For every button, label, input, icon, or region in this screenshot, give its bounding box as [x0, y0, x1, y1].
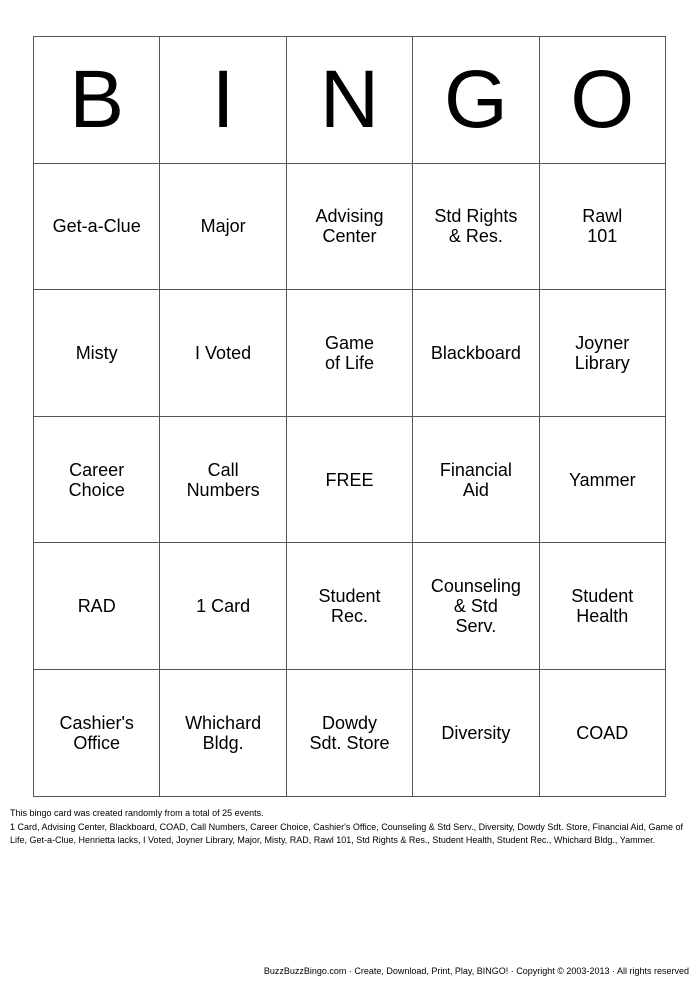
bingo-cell: Blackboard [413, 290, 539, 417]
bingo-header-row [34, 37, 666, 164]
bingo-cell: Advising Center [286, 163, 412, 290]
bingo-cell: Student Health [539, 543, 665, 670]
bingo-cell: Financial Aid [413, 416, 539, 543]
bingo-cell: COAD [539, 669, 665, 796]
bingo-cell: Diversity [413, 669, 539, 796]
bingo-cell: Rawl 101 [539, 163, 665, 290]
bingo-cell: Dowdy Sdt. Store [286, 669, 412, 796]
bingo-row [34, 163, 666, 290]
free-space-cell: FREE [286, 416, 412, 543]
card-info [10, 807, 690, 848]
bingo-cell: Student Rec. [286, 543, 412, 670]
bingo-cell: Game of Life [286, 290, 412, 417]
bingo-cell: 1 Card [160, 543, 286, 670]
header-letter-g: G [413, 37, 539, 164]
bingo-cell: Misty [34, 290, 160, 417]
bingo-row [34, 290, 666, 417]
bingo-cell: I Voted [160, 290, 286, 417]
header-letter-b: B [34, 37, 160, 164]
header-letter-o: O [539, 37, 665, 164]
card-info-events-list: 1 Card, Advising Center, Blackboard, COAD, Call Numbers, Career Choice, Cashier's Office, Counseling & Std Serv., Diversity, Dowdy Sdt. Store, Financial Aid, Game of Life, Get-a-Clue, Henrietta lacks, I Voted, Joyner Library, Major, Misty, RAD, Rawl 101, Std Rights & Res., Student Health, Student Rec., Whichard Bldg., Yammer. [10, 821, 683, 845]
page-footer: BuzzBuzzBingo.com · Create, Download, Print, Play, BINGO! · Copyright © 2003-2013 · All rights reserved [263, 966, 689, 976]
bingo-row [34, 669, 666, 796]
bingo-cell: Yammer [539, 416, 665, 543]
header-letter-n: N [286, 37, 412, 164]
bingo-row [34, 543, 666, 670]
bingo-cell: RAD [34, 543, 160, 670]
bingo-row [34, 416, 666, 543]
bingo-cell: Counseling & Std Serv. [413, 543, 539, 670]
bingo-cell: Whichard Bldg. [160, 669, 286, 796]
bingo-card [33, 36, 666, 797]
bingo-cell: Std Rights & Res. [413, 163, 539, 290]
header-letter-i: I [160, 37, 286, 164]
bingo-cell: Career Choice [34, 416, 160, 543]
bingo-cell: Cashier's Office [34, 669, 160, 796]
bingo-cell: Get-a-Clue [34, 163, 160, 290]
bingo-cell: Major [160, 163, 286, 290]
bingo-cell: Call Numbers [160, 416, 286, 543]
card-info-intro: This bingo card was created randomly from a total of 25 events. [10, 808, 264, 818]
bingo-cell: Joyner Library [539, 290, 665, 417]
